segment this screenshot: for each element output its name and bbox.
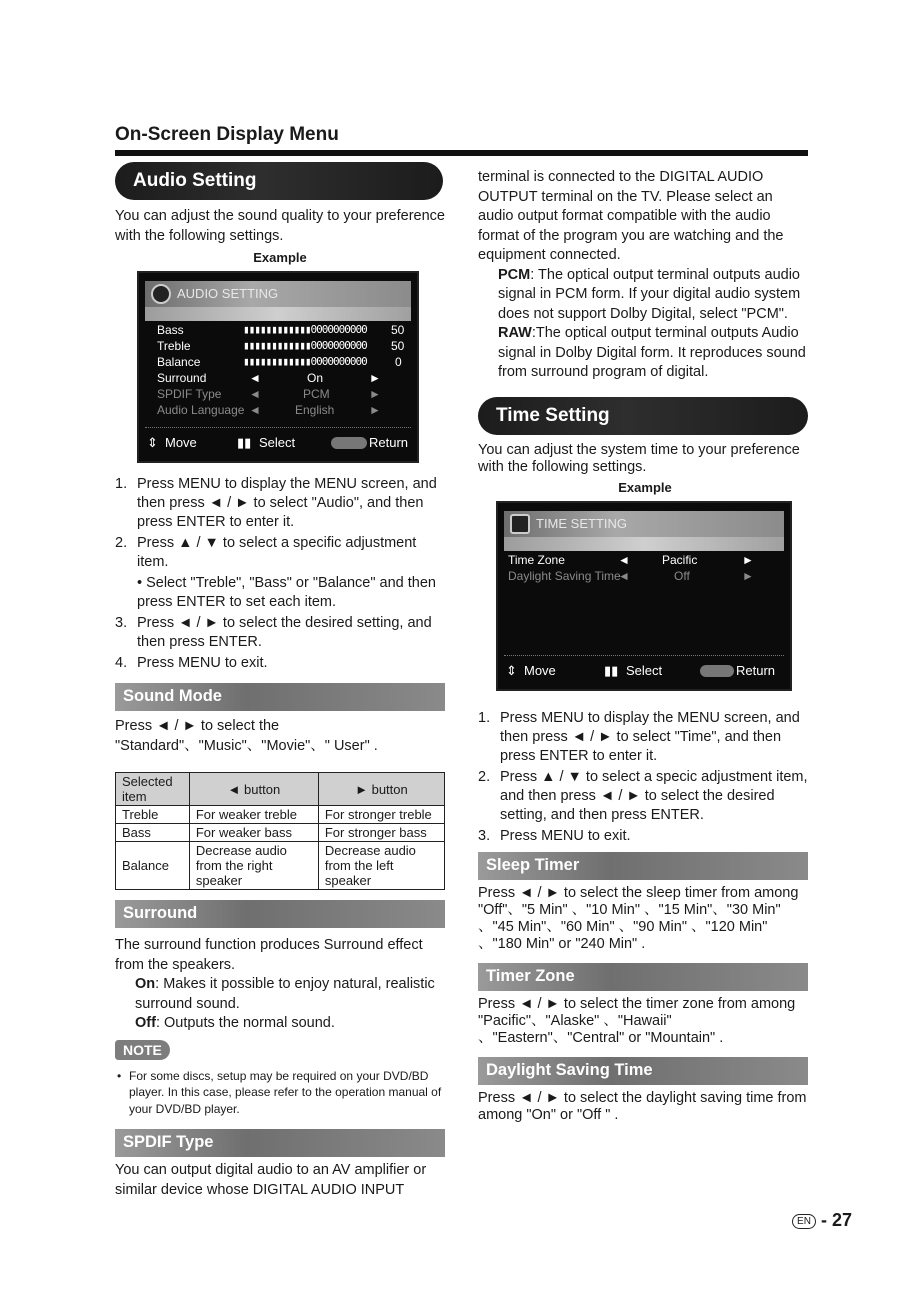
daylight-text: Press ◄ / ► to select the daylight saving time from among "On" or "Off " .: [478, 1089, 807, 1123]
osd-bar: ▮▮▮▮▮▮▮▮▮▮▮▮0000000000: [243, 323, 367, 336]
table-header: ► button: [318, 773, 444, 806]
osd-bar: ▮▮▮▮▮▮▮▮▮▮▮▮0000000000: [243, 355, 367, 368]
table-cell: For stronger bass: [318, 824, 444, 842]
audio-step: 1. Press MENU to display the MENU screen, and then press ◄ / ► to select "Audio", and then press ENTER to enter it.: [115, 476, 437, 530]
table-header: ◄ button: [189, 773, 318, 806]
timer-zone-text: Press ◄ / ► to select the timer zone from among "Pacific"、"Alaske" 、"Hawaii" 、"Eastern"、"Central" or "Mountain" .: [478, 995, 796, 1046]
osd-bar: ▮▮▮▮▮▮▮▮▮▮▮▮0000000000: [243, 339, 367, 352]
surround-text: The surround function produces Surround effect from the speakers.: [115, 937, 423, 973]
time-setting-heading: Time Setting: [478, 397, 808, 435]
sound-mode-heading: Sound Mode: [115, 683, 445, 711]
audio-osd-header: [145, 281, 411, 307]
audio-step: 4. Press MENU to exit.: [115, 655, 268, 671]
select-icon: ▮▮: [604, 662, 619, 678]
osd-row-time-zone: [498, 553, 790, 569]
sleep-timer-heading: Sleep Timer: [478, 852, 808, 880]
table-cell: For weaker treble: [189, 806, 318, 824]
timer-zone-heading: Timer Zone: [478, 963, 808, 991]
time-osd-header: [504, 511, 784, 537]
daylight-heading: Daylight Saving Time: [478, 1057, 808, 1085]
osd-value: English: [295, 403, 335, 417]
table-cell: For stronger treble: [318, 806, 444, 824]
right-arrow-icon: ►: [369, 387, 381, 401]
table-cell: Balance: [116, 842, 190, 890]
osd-label: Daylight Saving Time: [508, 568, 621, 583]
table-cell: Bass: [116, 824, 190, 842]
osd-value: Off: [674, 568, 690, 583]
sleep-timer-text: Press ◄ / ► to select the sleep timer from among "Off"、"5 Min" 、"10 Min" 、"15 Min"、"30 Min" 、"45 Min"、"60 Min" 、"90 Min" 、"120 Min" 、"180 Min" or "240 Min" .: [478, 884, 799, 952]
osd-select-label: Select: [259, 435, 296, 450]
move-icon: ⇕: [147, 435, 158, 450]
surround-heading: Surround: [115, 900, 445, 928]
time-osd-screen: [496, 501, 792, 691]
osd-value: 0: [395, 355, 402, 369]
osd-row-balance: [139, 355, 417, 371]
clock-icon: [510, 514, 530, 534]
table-row: [116, 806, 445, 824]
audio-example-label: Example: [253, 250, 307, 265]
osd-label: Surround: [157, 371, 207, 385]
right-arrow-icon: ►: [742, 568, 754, 583]
time-step: 2. Press ▲ / ▼ to select a specic adjustment item, and then press ◄ / ► to select the desired setting, and then press ENTER.: [478, 768, 808, 823]
osd-return-label: Return: [736, 662, 776, 678]
surround-on: On: Makes it possible to enjoy natural, realistic surround sound.: [135, 976, 435, 1012]
table-header: Selected item: [116, 773, 190, 806]
spdif-pcm: PCM: The optical output terminal outputs audio signal in PCM form. If your digital audio system does not support Dolby Digital, select "PCM".: [498, 266, 801, 322]
left-arrow-icon: ◄: [249, 371, 261, 385]
table-row: [116, 842, 445, 890]
osd-value: 50: [391, 339, 405, 353]
time-example-label: Example: [618, 479, 672, 495]
right-column: [478, 168, 812, 1124]
sound-mode-table: [115, 772, 445, 890]
osd-return-label: Return: [369, 435, 409, 450]
table-cell: Decrease audio from the right speaker: [189, 842, 318, 890]
table-header-row: [116, 773, 445, 806]
page-number: [792, 1210, 852, 1231]
audio-osd-title: AUDIO SETTING: [177, 286, 279, 301]
left-column: [115, 162, 445, 1200]
audio-osd-screen: [137, 271, 419, 463]
osd-row-audio-language: [139, 403, 417, 419]
move-icon: ⇕: [506, 662, 517, 678]
speaker-icon: [151, 284, 171, 304]
right-arrow-icon: ►: [369, 403, 381, 417]
right-arrow-icon: ►: [742, 552, 754, 567]
osd-label: Audio Language: [157, 403, 245, 417]
sound-mode-text: Press ◄ / ► to select the "Standard"、"Music"、"Movie"、" User" .: [115, 718, 378, 754]
audio-step-sub: • Select "Treble", "Bass" or "Balance" and then press ENTER to set each item.: [137, 575, 436, 610]
osd-move-label: Move: [524, 662, 556, 678]
osd-label: Time Zone: [508, 552, 565, 567]
time-step: 1. Press MENU to display the MENU screen, and then press ◄ / ► to select "Time", and then press ENTER to enter it.: [478, 709, 800, 764]
audio-osd-footer: [145, 427, 411, 455]
table-row: [116, 824, 445, 842]
osd-label: SPDIF Type: [157, 387, 222, 401]
left-arrow-icon: ◄: [618, 552, 630, 567]
audio-steps: [115, 475, 445, 673]
time-steps: [478, 709, 812, 846]
spdif-text: You can output digital audio to an AV amplifier or similar device whose DIGITAL AUDIO INPUT: [115, 1162, 427, 1198]
note-badge: NOTE: [115, 1040, 170, 1060]
table-cell: Decrease audio from the left speaker: [318, 842, 444, 890]
time-setting-intro: You can adjust the system time to your preference with the following settings.: [478, 441, 800, 475]
audio-step: 2. Press ▲ / ▼ to select a specific adjustment item.: [115, 535, 417, 570]
left-arrow-icon: ◄: [249, 387, 261, 401]
time-osd-strip: [504, 537, 784, 551]
time-osd-footer: [504, 655, 784, 683]
osd-value: Pacific: [662, 552, 698, 567]
spdif-raw: RAW:The optical output terminal outputs Audio signal in Dolby Digital form. It reproduces sound from surround program of digital.: [498, 325, 806, 380]
audio-step: 3. Press ◄ / ► to select the desired setting, and then press ENTER.: [115, 615, 432, 650]
page-number-dash: -: [820, 1210, 832, 1230]
osd-label: Balance: [157, 355, 201, 369]
osd-select-label: Select: [626, 662, 663, 678]
osd-label: Bass: [157, 323, 184, 337]
table-cell: Treble: [116, 806, 190, 824]
left-arrow-icon: ◄: [618, 568, 630, 583]
return-icon: [700, 665, 734, 677]
surround-off: Off: Outputs the normal sound.: [135, 1015, 335, 1031]
osd-row-bass: [139, 323, 417, 339]
osd-value: On: [307, 371, 324, 385]
osd-row-spdif: [139, 387, 417, 403]
left-arrow-icon: ◄: [249, 403, 261, 417]
note-text: • For some discs, setup may be required on your DVD/BD player. In this case, please refer to the operation manual of your DVD/BD player.: [115, 1068, 445, 1118]
page-number-value: 27: [831, 1210, 852, 1230]
time-osd-title: TIME SETTING: [536, 515, 627, 531]
select-icon: ▮▮: [237, 435, 252, 450]
page-title: On-Screen Display Menu: [115, 124, 339, 145]
osd-row-surround: [139, 371, 417, 387]
audio-setting-heading: Audio Setting: [115, 162, 443, 200]
right-arrow-icon: ►: [369, 371, 381, 385]
spdif-heading: SPDIF Type: [115, 1129, 445, 1157]
osd-move-label: Move: [165, 435, 197, 450]
osd-value: 50: [391, 323, 405, 337]
return-icon: [331, 437, 367, 449]
osd-label: Treble: [157, 339, 191, 353]
language-badge: EN: [792, 1214, 816, 1229]
osd-row-daylight: [498, 569, 790, 585]
osd-value: PCM: [303, 387, 330, 401]
spdif-continued: terminal is connected to the DIGITAL AUDIO OUTPUT terminal on the TV. Please select an audio output format compatible with the audio format of the program you are watching and the equipment connected.: [478, 169, 784, 263]
audio-osd-strip: [145, 307, 411, 321]
title-rule: [115, 150, 808, 156]
time-step: 3. Press MENU to exit.: [478, 827, 631, 844]
audio-setting-intro: You can adjust the sound quality to your preference with the following settings.: [115, 208, 445, 244]
table-cell: For weaker bass: [189, 824, 318, 842]
osd-row-treble: [139, 339, 417, 355]
